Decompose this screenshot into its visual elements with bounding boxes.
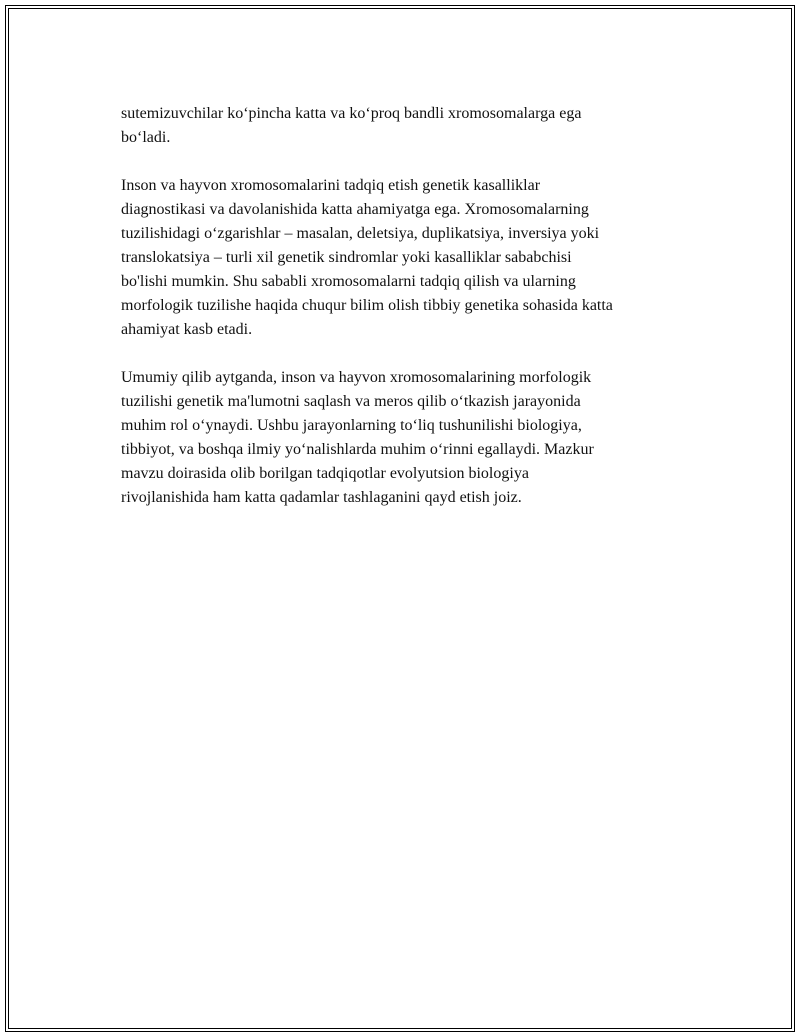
page-frame [5, 5, 795, 1032]
paragraph-1: sutemizuvchilar ko‘pincha katta va ko‘proq bandli xromosomalarga ega bo‘ladi. [121, 105, 582, 146]
paragraph-3: Umumiy qilib aytganda, inson va hayvon xromosomalarining morfologik tuzilishi genetik ma'lumotni saqlash va meros qilib o‘tkazish jarayonida muhim rol o‘ynaydi. Ushbu jarayonlarning to‘liq tushunilishi biologiya, tibbiyot, va boshqa ilmiy yo‘nalishlarda muhim o‘rinni egallaydi. Mazkur mavzu doirasida olib borilgan tadqiqotlar evolyutsion biologiya rivojlanishida ham katta qadamlar tashlaganini qayd etish joiz. [121, 369, 594, 506]
document-body [121, 102, 701, 534]
paragraph-2: Inson va hayvon xromosomalarini tadqiq etish genetik kasalliklar diagnostikasi va davolanishida katta ahamiyatga ega. Xromosomalarning tuzilishidagi o‘zgarishlar – masalan, deletsiya, duplikatsiya, inversiya yoki translokatsiya – turli xil genetik sindromlar yoki kasalliklar sababchisi bo'lishi mumkin. Shu sababli xromosomalarni tadqiq qilish va ularning morfologik tuzilishe haqida chuqur bilim olish tibbiy genetika sohasida katta ahamiyat kasb etadi. [121, 177, 613, 338]
